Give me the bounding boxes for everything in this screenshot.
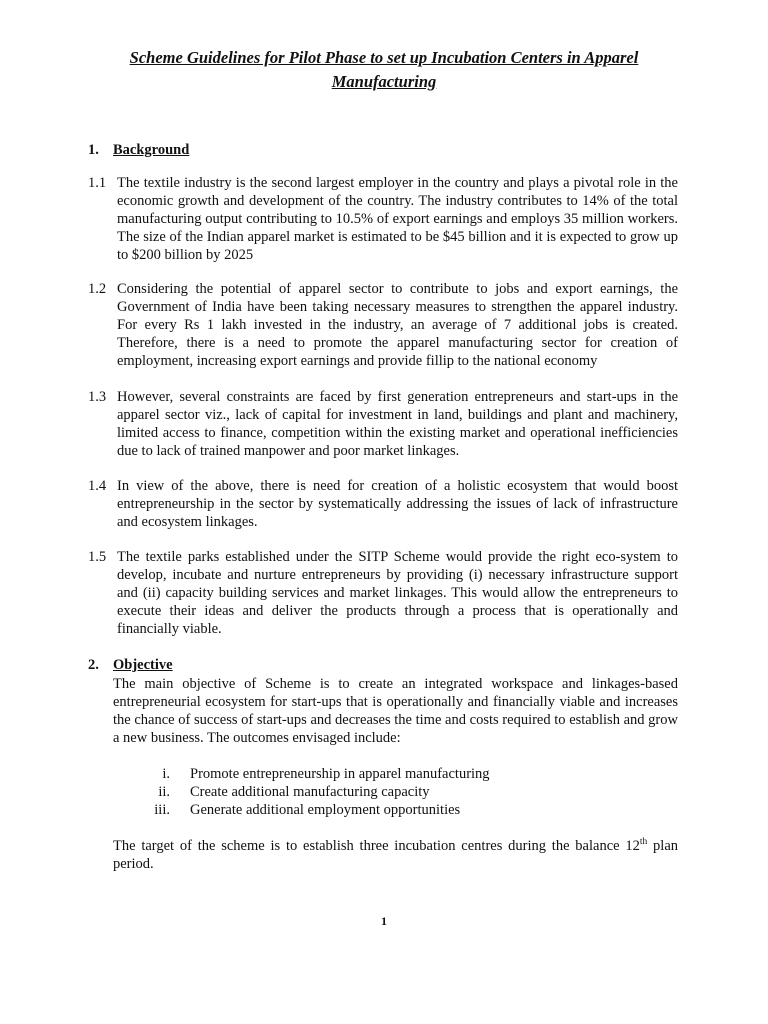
paragraph-1-4 (88, 477, 678, 531)
ordinal-suffix: th (639, 837, 648, 848)
section-title: Background (113, 142, 190, 158)
document-title: Scheme Guidelines for Pilot Phase to set up Incubation Centers in Apparel Manufacturing (129, 48, 639, 91)
list-item-text: Create additional manufacturing capacity (190, 784, 430, 800)
list-item (113, 765, 613, 783)
paragraph-1-2 (88, 280, 678, 370)
paragraph-number: 1.4 (88, 478, 107, 494)
list-item (113, 783, 613, 801)
section-heading-background (88, 141, 189, 159)
paragraph-number: 1.3 (88, 389, 107, 405)
paragraph-number: 1.5 (88, 549, 107, 565)
paragraph-text: The textile industry is the second largest employer in the country and plays a pivotal role in the economic growth and development of the country. The industry contributes to 14% of the total manufacturing output contributing to 10.5% of export earnings and employs 35 million workers. The size of the Indian apparel market is estimated to be $45 billion and it is expected to grow up to $200 billion by 2025 (117, 175, 678, 263)
list-item-number: iii. (154, 802, 170, 818)
paragraph-text: Considering the potential of apparel sector to contribute to jobs and export earnings, the Government of India have been taking necessary measures to strengthen the apparel industry. For every Rs 1 lakh invested in the industry, an average of 7 additional jobs is created. Therefore, there is a need to promote the apparel manufacturing sector for creation of employment, increasing export earnings and provide fillip to the national economy (117, 281, 678, 369)
paragraph-1-1 (88, 174, 678, 264)
paragraph-text: However, several constraints are faced by first generation entrepreneurs and start-ups in the apparel sector viz., lack of capital for investment in land, buildings and plant and machinery, limited access to finance, competition within the existing market and operational inefficiencies due to lack of trained manpower and poor market linkages. (117, 389, 678, 459)
list-item-number: i. (162, 766, 170, 782)
target-text-end: plan period. (113, 838, 679, 872)
section-heading-objective (88, 656, 173, 674)
paragraph-text: In view of the above, there is need for creation of a holistic ecosystem that would boost entrepreneurship in the sector by systematically addressing the issues of lack of infrastructure and ecosystem linkages. (117, 478, 678, 530)
outcomes-list (113, 765, 613, 819)
list-item-text: Generate additional employment opportunities (190, 802, 461, 818)
list-item (113, 801, 613, 819)
paragraph-number: 1.1 (88, 175, 107, 191)
target-text: The target of the scheme is to establish three incubation centres during the balance 12 (113, 838, 640, 854)
paragraph-1-5 (88, 548, 678, 638)
paragraph-number: 1.2 (88, 281, 107, 297)
section-number: 2. (88, 657, 99, 673)
objective-intro: The main objective of Scheme is to create an integrated workspace and linkages-based entrepreneurial ecosystem for start-ups that is operationally and financially viable and increases the chance of success of start-ups and decreases the time and costs required to establish and grow a new business. The outcomes envisaged include: (113, 676, 678, 746)
list-item-number: ii. (158, 784, 170, 800)
scheme-target (113, 837, 678, 873)
paragraph-1-3 (88, 388, 678, 460)
section-number: 1. (88, 142, 99, 158)
page-number: 1 (381, 914, 387, 928)
paragraph-text: The textile parks established under the SITP Scheme would provide the right eco-system to develop, incubate and nurture entrepreneurs by providing (i) necessary infrastructure support and (ii) capacity building services and market linkages. This would allow the entrepreneurs to execute their ideas and deliver the products through a process that is operationally and financially viable. (117, 549, 678, 637)
list-item-text: Promote entrepreneurship in apparel manufacturing (190, 766, 490, 782)
section-title: Objective (113, 657, 173, 673)
